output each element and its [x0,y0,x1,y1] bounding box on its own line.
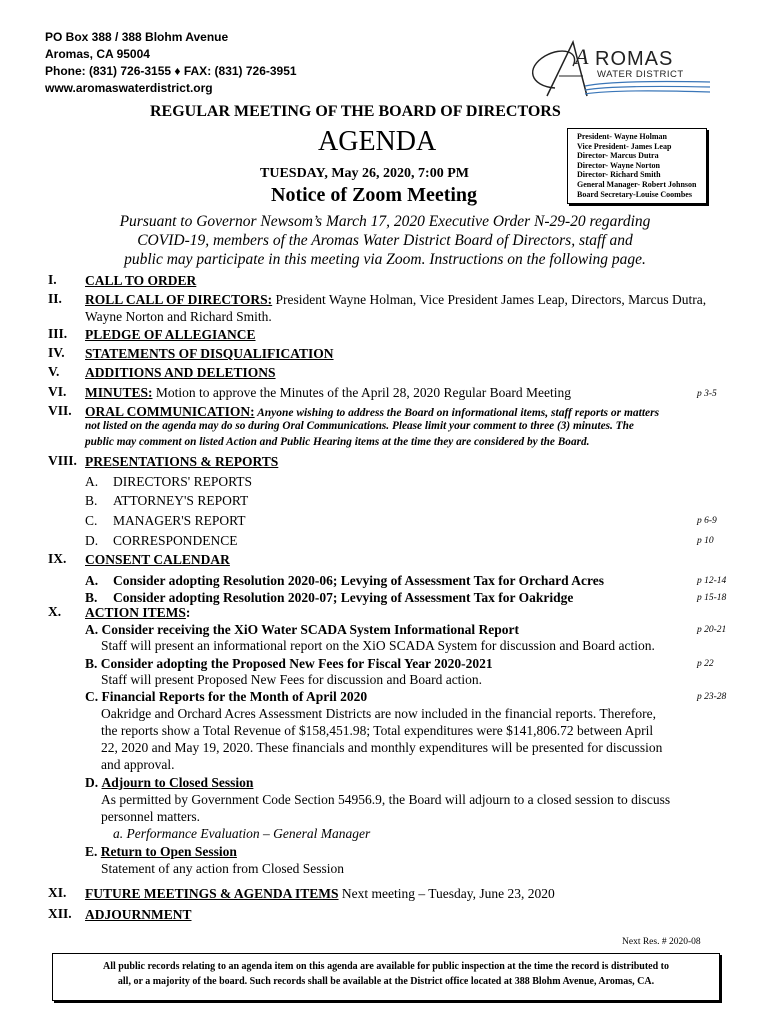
next-resolution: Next Res. # 2020-08 [622,937,701,947]
item-title-action: ACTION ITEMS [85,605,186,620]
minutes-text: Motion to approve the Minutes of the April 28, 2020 Regular Board Meeting [152,385,571,400]
item-number: I. [48,272,57,287]
future-meetings-text: Next meeting – Tuesday, June 23, 2020 [338,886,555,901]
logo-text-main: ROMAS [595,48,674,70]
item-title-consent: CONSENT CALENDAR [85,552,230,567]
oral-text: Anyone wishing to address the Board on informational items, staff reports or matters [254,407,660,419]
action-d-letter: D. [85,775,99,790]
public-records-notice [52,953,720,1001]
sub-letter: D. [85,533,99,548]
oral-text-3: public may comment on listed Action and Public Hearing items at the time they are considered by the Board. [85,436,590,448]
page-ref: p 10 [697,536,714,546]
intro-line: public may participate in this meeting via Zoom. Instructions on the following page. [124,251,646,268]
sub-text: Consider adopting Resolution 2020-06; Levying of Assessment Tax for Orchard Acres [113,573,605,588]
item-number: V. [48,364,60,379]
officer-line: Director- Wayne Norton [577,160,660,170]
sub-text: ATTORNEY'S REPORT [113,493,249,508]
action-c-text-1: Oakridge and Orchard Acres Assessment Districts are now included in the financial reports. Therefore, [101,706,656,721]
item-minutes [85,384,571,401]
officer-line: Director- Richard Smith [577,170,661,180]
page-ref: p 6-9 [697,516,717,526]
action-e [85,843,237,860]
agenda-title: AGENDA [318,126,437,157]
roll-call-text-2: Wayne Norton and Richard Smith. [85,309,272,324]
item-title-oral-communication: ORAL COMMUNICATION: [85,404,255,419]
notice-title: Notice of Zoom Meeting [271,184,478,206]
notice-line-1: All public records relating to an agenda item on this agenda are available for public inspection at the time the record is distributed to [102,961,669,972]
item-number: IX. [48,551,67,566]
sub-letter: B. [85,493,98,508]
sub-text: Consider adopting Resolution 2020-07; Levying of Assessment Tax for Oakridge [113,590,574,605]
sub-text: MANAGER'S REPORT [113,513,246,528]
action-c-text-4: and approval. [101,757,175,772]
action-d-text-1: As permitted by Government Code Section 54956.9, the Board will adjourn to a closed session to discuss [101,792,671,807]
officer-line: Board Secretary-Louise Coombes [577,189,692,199]
logo-letter: A [575,44,589,69]
item-number: IV. [48,345,65,360]
address-line-2: Aromas, CA 95004 [45,47,150,61]
meeting-date: TUESDAY, May 26, 2020, 7:00 PM [260,166,469,181]
item-number: XII. [48,906,72,921]
page-ref: p 22 [697,659,714,669]
action-d [85,774,253,791]
item-number: VI. [48,384,67,399]
item-action: ACTION ITEMS: [85,605,191,620]
action-e-text: Statement of any action from Closed Session [101,861,344,876]
item-number: X. [48,604,62,619]
page-ref: p 23-28 [697,692,727,702]
item-title-roll-call: ROLL CALL OF DIRECTORS: [85,292,273,307]
item-title-disqualification: STATEMENTS OF DISQUALIFICATION [85,346,334,361]
page-ref: p 20-21 [697,625,727,635]
action-b-title: B. Consider adopting the Proposed New Fees for Fiscal Year 2020-2021 [85,656,493,671]
logo-text-sub: WATER DISTRICT [597,69,684,80]
item-number: XI. [48,885,67,900]
officers-box [567,128,707,204]
action-d-text-2: personnel matters. [101,809,200,824]
item-number: II. [48,291,62,306]
website-line: www.aromaswaterdistrict.org [45,81,213,95]
item-title-minutes: MINUTES: [85,385,153,400]
action-b-text: Staff will present Proposed New Fees for discussion and Board action. [101,672,483,687]
item-title-call-to-order: CALL TO ORDER [85,273,197,288]
item-title-future-meetings: FUTURE MEETINGS & AGENDA ITEMS [85,886,339,901]
sub-letter: C. [85,513,98,528]
sub-text: DIRECTORS' REPORTS [113,474,253,489]
action-d-subitem: a. Performance Evaluation – General Manager [113,826,371,841]
action-d-title: Adjourn to Closed Session [101,775,254,790]
officer-line: President- Wayne Holman [577,132,667,141]
aromas-logo [525,38,715,104]
sub-text: CORRESPONDENCE [113,533,238,548]
item-number: VII. [48,403,72,418]
intro-line: COVID-19, members of the Aromas Water District Board of Directors, staff and [137,232,633,249]
action-e-title: Return to Open Session [100,844,237,859]
action-a-text: Staff will present an informational report on the XiO SCADA System for discussion and Board action. [101,638,655,653]
oral-text-2: not listed on the agenda may do so during Oral Communications. Please limit your comment to three (3) minutes. The [85,420,634,432]
officer-line: Director- Marcus Dutra [577,151,659,161]
sub-letter: B. [85,590,98,605]
notice-line-2: all, or a majority of the board. Such records shall be available at the District office located at 388 Blohm Avenue, Aromas, CA. [117,976,655,987]
action-c-text-2: the reports show a Total Revenue of $158,451.98; Total expenditures were $141,806.72 between April [101,723,654,738]
item-future-meetings [85,885,555,902]
page-ref: p 3-5 [697,389,717,399]
item-roll-call [85,291,706,308]
phone-fax-line: Phone: (831) 726-3155 ♦ FAX: (831) 726-3951 [45,64,297,78]
sub-letter: A. [85,474,99,489]
action-c-title: C. Financial Reports for the Month of April 2020 [85,689,368,704]
item-title-additions: ADDITIONS AND DELETIONS [85,365,276,380]
item-number: VIII. [48,453,77,468]
action-c-text-3: 22, 2020 and May 19, 2020. These financials and monthly expenditures will be presented for discussion [101,740,663,755]
page-ref: p 15-18 [697,593,727,603]
item-title-pledge: PLEDGE OF ALLEGIANCE [85,327,256,342]
address-line-1: PO Box 388 / 388 Blohm Avenue [45,30,229,44]
sub-letter: A. [85,573,99,588]
action-a-title: A. Consider receiving the XiO Water SCADA System Informational Report [85,622,519,637]
page-ref: p 12-14 [697,576,727,586]
intro-line: Pursuant to Governor Newsom’s March 17, 2020 Executive Order N-29-20 regarding [119,213,651,230]
item-title-presentations: PRESENTATIONS & REPORTS [85,454,279,469]
item-number: III. [48,326,68,341]
item-title-adjournment: ADJOURNMENT [85,907,192,922]
officer-line: General Manager- Robert Johnson [577,179,697,189]
action-e-letter: E. [85,844,98,859]
meeting-title: REGULAR MEETING OF THE BOARD OF DIRECTORS [150,103,561,120]
officer-line: Vice President- James Leap [577,141,672,151]
roll-call-text: President Wayne Holman, Vice President James Leap, Directors, Marcus Dutra, [272,292,707,307]
